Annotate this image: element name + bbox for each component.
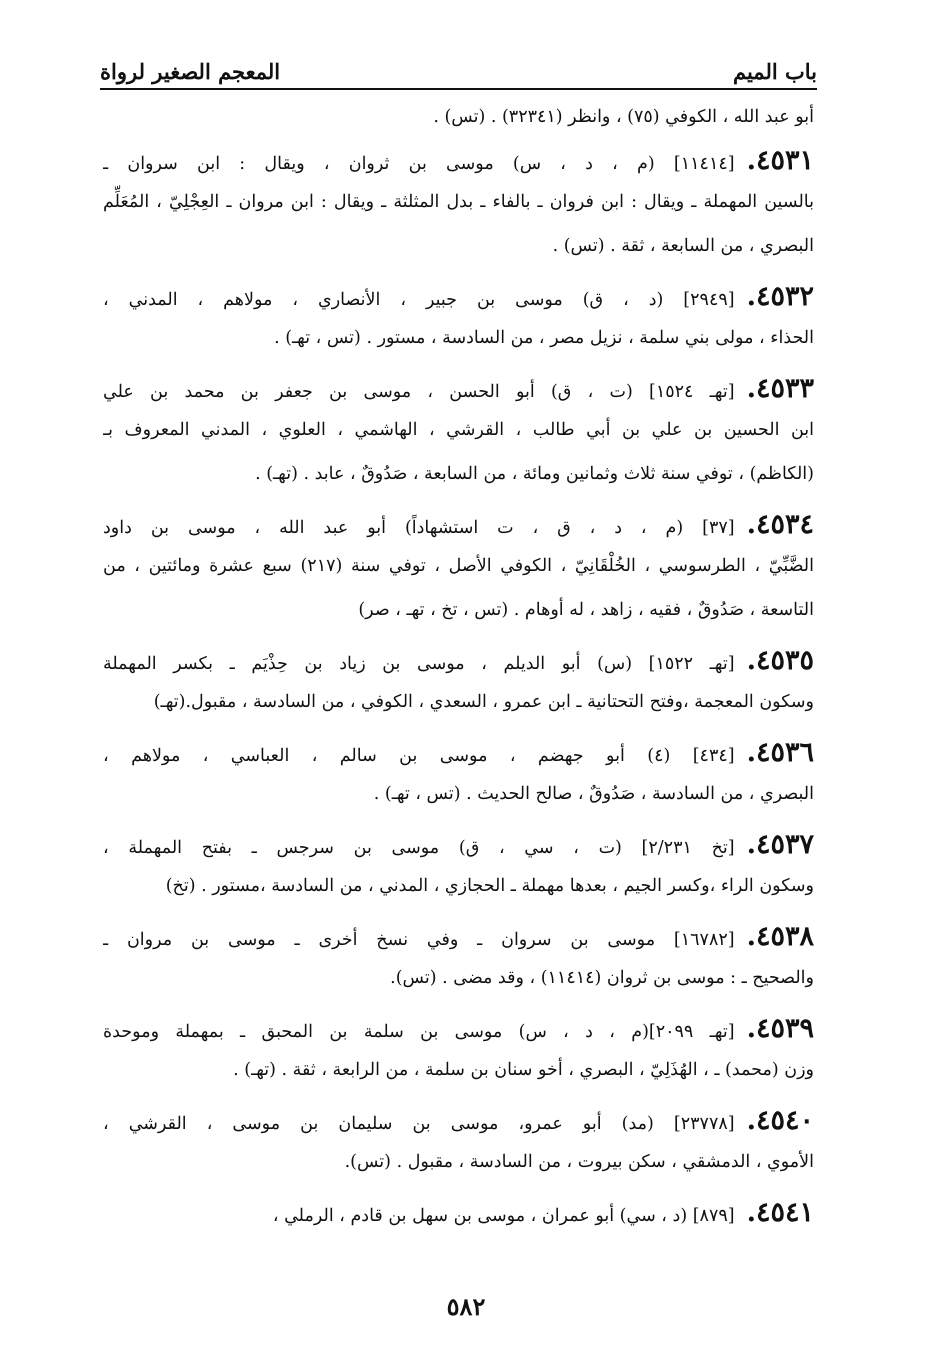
entry-first-line	[103, 734, 814, 772]
entry-text: [٣٧] (م ، د ، ق ، ت استشهاداً) أبو عبد الله ، موسى بن داود	[103, 518, 735, 538]
entry-first-line	[103, 506, 814, 544]
entry-text: التاسعة ، صَدُوقٌ ، فقيه ، زاهد ، له أوهام . (تس ، تخ ، تهـ ، صر)	[358, 600, 814, 620]
entry-text: الأموي ، الدمشقي ، سكن بيروت ، من السادسة ، مقبول . (تس).	[344, 1152, 814, 1172]
entry-text: وسكون المعجمة ،وفتح التحتانية ـ ابن عمرو ، السعدي ، الكوفي ، من السادسة ، مقبول.(تهـ)	[153, 692, 814, 712]
entry-number: ٤٥٣٨.	[746, 921, 814, 952]
entry-number: ٤٥٣٢.	[746, 281, 814, 312]
entry-text: البصري ، من السابعة ، ثقة . (تس) .	[552, 236, 814, 256]
entry-first-line	[103, 142, 814, 180]
entry-first-line	[103, 278, 814, 316]
entry-first-line	[103, 370, 814, 408]
entry-text: [تهـ ١٥٢٤] (ت ، ق) أبو الحسن ، موسى بن جعفر بن محمد بن علي	[103, 382, 735, 402]
entry-number: ٤٥٤١.	[746, 1197, 814, 1228]
entry-text: [تهـ ٢٠٩٩](م ، د ، س) موسى بن سلمة بن المحبق ـ بمهملة وموحدة	[103, 1022, 735, 1042]
entry-first-line	[103, 826, 814, 864]
entry	[103, 370, 814, 496]
entry-text: وسكون الراء ،وكسر الجيم ، بعدها مهملة ـ الحجازي ، المدني ، من السادسة ،مستور . (تخ)	[165, 876, 814, 896]
entry	[103, 918, 814, 1000]
continuation-line: أبو عبد الله ، الكوفي (٧٥) ، وانظر (٣٢٣٤١) . (تس) .	[433, 107, 814, 127]
entry	[103, 826, 814, 908]
entry	[103, 142, 814, 268]
entry-text: [٢٩٤٩] (د ، ق) موسى بن جبير ، الأنصاري ، مولاهم ، المدني ،	[103, 290, 735, 310]
entry-text: [١١٤١٤] (م ، د ، س) موسى بن ثروان ، ويقال : ابن سروان ـ	[103, 154, 735, 174]
entry	[103, 278, 814, 360]
entry-text: وزن (محمد) ـ ، الهُذَلِيّ ، البصري ، أخو سنان بن سلمة ، من الرابعة ، ثقة . (تهـ) .	[233, 1060, 814, 1080]
entry-first-line	[103, 1102, 814, 1140]
entry	[103, 1010, 814, 1092]
entry-number: ٤٥٣٥.	[746, 645, 814, 676]
entry-first-line	[103, 1194, 814, 1232]
entry-number: ٤٥٣٩.	[746, 1013, 814, 1044]
entry-text: بالسين المهملة ـ ويقال : ابن فروان ـ بالفاء ـ بدل المثلثة ـ ويقال : ابن مروان ـ العِجْلِيّ ، المُعَلِّم	[103, 192, 814, 212]
chapter-title: باب الميم	[732, 59, 817, 84]
entry-number: ٤٥٣٦.	[746, 737, 814, 768]
entry-text: [تخ ٢/٢٣١] (ت ، سي ، ق) موسى بن سرجس ـ بفتح المهملة ،	[103, 838, 735, 858]
entry-text: [٢٣٧٧٨] (مد) أبو عمرو، موسى بن سليمان بن موسى ، القرشي ،	[103, 1114, 735, 1134]
entry-number: ٤٥٣١.	[746, 145, 814, 176]
entry	[103, 642, 814, 724]
entry	[103, 506, 814, 632]
entry-text: [٨٧٩] (د ، سي) أبو عمران ، موسى بن سهل بن قادم ، الرملي ،	[272, 1206, 735, 1226]
running-header	[100, 40, 817, 84]
entry-text: (الكاظم) ، توفي سنة ثلاث وثمانين ومائة ، من السابعة ، صَدُوقٌ ، عابد . (تهـ) .	[255, 464, 814, 484]
entry-number: ٤٥٣٣.	[746, 373, 814, 404]
entry-number: ٤٥٤٠.	[746, 1105, 814, 1136]
entry	[103, 1102, 814, 1184]
entry-first-line	[103, 918, 814, 956]
entry-text: ابن الحسين بن علي بن أبي طالب ، القرشي ، الهاشمي ، العلوي ، المدني المعروف بـ	[103, 420, 814, 440]
entry-text: والصحيح ـ : موسى بن ثروان (١١٤١٤) ، وقد مضى . (تس).	[390, 968, 814, 988]
entry-first-line	[103, 642, 814, 680]
page-number: ٥٨٢	[446, 1292, 486, 1321]
page-body	[103, 92, 814, 1232]
entries-list	[103, 142, 814, 1232]
entry-text: البصري ، من السادسة ، صَدُوقٌ ، صالح الحديث . (تس ، تهـ) .	[373, 784, 814, 804]
book-title: المعجم الصغير لرواة	[100, 59, 281, 84]
entry-first-line	[103, 1010, 814, 1048]
header-rule	[100, 88, 817, 90]
entry	[103, 734, 814, 816]
entry-number: ٤٥٣٤.	[746, 509, 814, 540]
entry-number: ٤٥٣٧.	[746, 829, 814, 860]
entry-text: الضَّبِّيّ ، الطرسوسي ، الخُلْقَانِيّ ، الكوفي الأصل ، توفي سنة (٢١٧) سبع عشرة ومائتين ، من	[103, 556, 814, 576]
entry-text: [٤٣٤] (٤) أبو جهضم ، موسى بن سالم ، العباسي ، مولاهم ،	[103, 746, 735, 766]
entry	[103, 1194, 814, 1232]
entry-text: [تهـ ١٥٢٢] (س) أبو الديلم ، موسى بن زياد بن حِذْيَم ـ بكسر المهملة	[103, 654, 735, 674]
entry-text: [١٦٧٨٢] موسى بن سروان ـ وفي نسخ أخرى ـ موسى بن مروان ـ	[103, 930, 735, 950]
entry-text: الحذاء ، مولى بني سلمة ، نزيل مصر ، من السادسة ، مستور . (تس ، تهـ) .	[274, 328, 814, 348]
